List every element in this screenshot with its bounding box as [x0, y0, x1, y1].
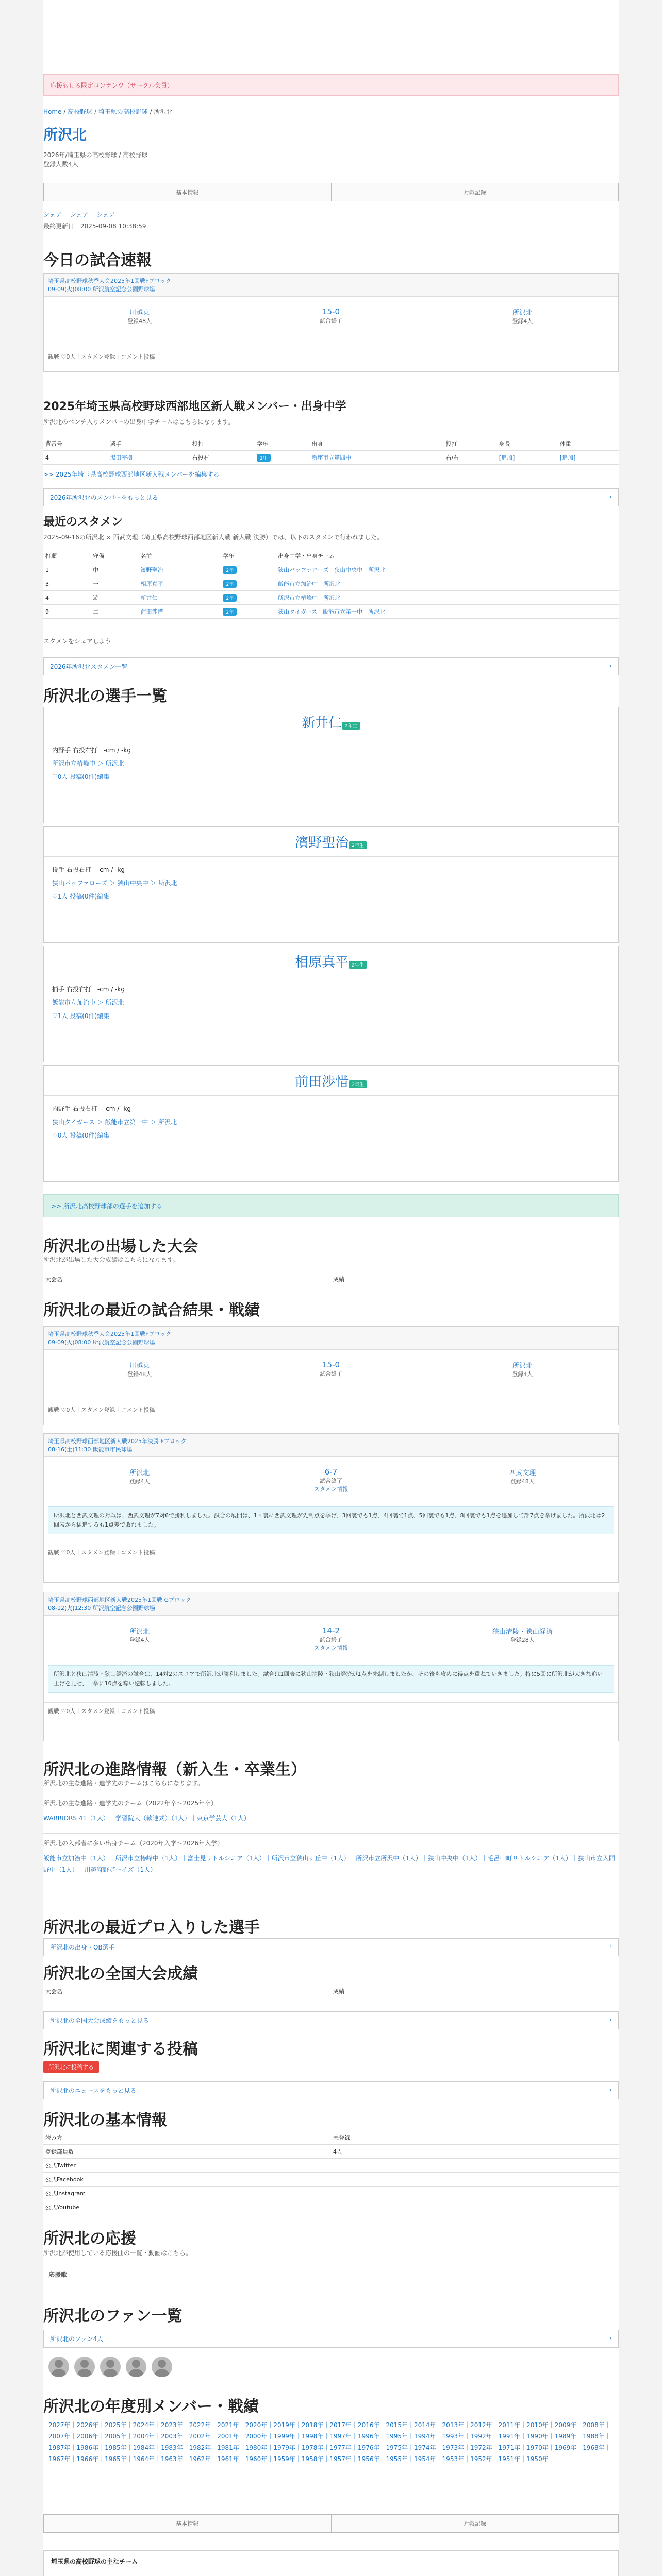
player-name[interactable]: 新井仁: [302, 716, 342, 731]
table-row: 公式Instagram: [43, 2187, 619, 2200]
main-container: [43, 0, 619, 2576]
share-facebook[interactable]: シェア: [70, 211, 89, 218]
team-link[interactable]: 所沢市立椿峰中－所沢北: [278, 595, 341, 601]
result-extra[interactable]: スタメン情報: [313, 1486, 348, 1493]
result-status: 試合終了: [319, 1370, 342, 1377]
player-team[interactable]: 所沢市立椿峰中 ＞ 所沢北: [52, 760, 124, 767]
player-link[interactable]: 濱野聖治: [140, 567, 163, 573]
breadcrumb-home[interactable]: Home: [43, 108, 62, 115]
grade-badge: 2年生: [349, 961, 367, 969]
share-line[interactable]: シェア: [96, 211, 115, 218]
fans-title: 所沢北のファン一覧: [43, 2307, 183, 2325]
tournaments-desc: 所沢北が出場した大会成績はこちらになります。: [43, 1256, 179, 1263]
result-card[interactable]: [43, 1592, 619, 1741]
team-link[interactable]: 狭山タイガース－飯能市立第一中－所沢北: [278, 608, 386, 615]
posts-title: 所沢北に関連する投稿: [43, 2040, 198, 2058]
player-link[interactable]: 湯田宰樹: [110, 454, 133, 461]
result-home[interactable]: 川越東: [129, 1362, 150, 1370]
starting-share[interactable]: スタメンをシェアしよう: [43, 638, 111, 645]
result-extra[interactable]: スタメン情報: [313, 1645, 348, 1651]
result-head[interactable]: 埼玉県高校野球秋季大会2025年1回戦Fブロック: [48, 1331, 172, 1337]
pro-title: 所沢北の最近プロ入りした選手: [43, 1919, 260, 1937]
career-value-2[interactable]: 飯能市立加治中（1人）｜所沢市立椿峰中（1人）｜富士見リトルシニア（1人）｜所沢市立狭山ヶ丘中（1人）｜所沢市立所沢中（1人）｜狭山中央中（1人）｜毛呂山町リトルシニア（1人）｜狭山市立入間野中（1人）｜川越狩野ボーイズ（1人）: [43, 1855, 615, 1873]
table-header-row: 打順 守備 名前 学年 出身中学・出身チーム: [43, 549, 619, 563]
avatar[interactable]: [100, 2357, 121, 2377]
result-foot[interactable]: 観戦 ♡0人｜スタメン登録｜コメント投稿: [44, 1544, 618, 1561]
yearly-title: 所沢北の年度別メンバー・戦績: [43, 2398, 259, 2416]
avatar[interactable]: [74, 2357, 95, 2377]
tab-basic[interactable]: 基本情報: [44, 2515, 331, 2532]
career-label-1: 所沢北の主な進路・進学先のチーム（2022年卒〜2025年卒）: [43, 1800, 218, 1807]
result-away-sub: 登録28人: [510, 1637, 535, 1643]
chevron-right-icon: ›: [609, 662, 612, 669]
team-link[interactable]: 狭山バッファローズ－狭山中央中－所沢北: [278, 567, 386, 573]
result-away[interactable]: 所沢北: [512, 1362, 533, 1370]
cheer-title: 所沢北の応援: [43, 2230, 136, 2248]
chevron-right-icon: ›: [609, 1943, 612, 1950]
share-twitter[interactable]: シェア: [43, 211, 62, 218]
career-desc: 所沢北の主な進路・進学先のチームはこちらになります。: [43, 1780, 204, 1787]
today-game-card[interactable]: [43, 273, 619, 372]
table-header-row: 背番号 選手 投打 学年 出身 投打 身長 体重: [43, 437, 619, 451]
career-title: 所沢北の進路情報（新入生・卒業生）: [43, 1761, 306, 1779]
result-date: 08-16(土)11:30 飯能市市民球場: [48, 1446, 133, 1453]
related-box: [43, 2550, 619, 2576]
result-info: 所沢北と西武文理の対戦は、西武文理が7対6で勝利しました。試合の展開は、1回裏に西武文理が先制点を挙げ、3回裏でも1点、4回裏で1点、5回裏でも1点、8回裏でも1点を追加して計7点を挙げました。所沢北は2回表から猛追するも1点差で敗れました。: [48, 1506, 614, 1534]
result-away-sub: 登録4人: [512, 1371, 533, 1378]
cheer-label: 応援歌: [48, 2271, 68, 2278]
related-link[interactable]: [44, 2572, 618, 2576]
newmem-edit-link[interactable]: >> 2025年埼玉県高校野球西部地区新人戦メンバーを編集する: [43, 471, 220, 478]
result-home[interactable]: 所沢北: [129, 1469, 150, 1477]
result-away-sub: 登録48人: [510, 1478, 535, 1485]
today-home-sub: 登録48人: [127, 318, 152, 325]
today-away-sub: 登録4人: [512, 318, 533, 325]
basic-title: 所沢北の基本情報: [43, 2111, 167, 2129]
team-members: 登録人数4人: [43, 161, 78, 168]
grade-badge: 2年生: [349, 1080, 367, 1088]
player-name[interactable]: 相原真平: [295, 955, 349, 970]
notice-banner[interactable]: 応援もしる限定コンテンツ（サークル会員）: [43, 74, 619, 96]
table-header-row: 大会名 成績: [43, 1273, 619, 1286]
today-game-foot[interactable]: 観戦 ♡0人｜スタメン登録｜コメント投稿: [44, 348, 618, 365]
chevron-right-icon: ›: [609, 2086, 612, 2093]
page-title: 所沢北: [43, 126, 87, 143]
add-height-link[interactable]: [追加]: [499, 454, 515, 461]
players-title: 所沢北の選手一覧: [43, 687, 167, 705]
breadcrumb-current: 所沢北: [154, 108, 173, 115]
player-foot[interactable]: ♡0人 投稿(0件)編集: [52, 773, 110, 781]
today-title: 今日の試合速報: [43, 251, 152, 269]
result-score: 14-2: [322, 1626, 340, 1635]
today-away[interactable]: 所沢北: [512, 309, 533, 317]
table-row: 登録部員数 4人: [43, 2145, 619, 2159]
table-header-row: 大会名 成績: [43, 1985, 619, 1998]
player-team[interactable]: 飯能市立加治中 ＞ 所沢北: [52, 999, 124, 1006]
player-name[interactable]: 濱野聖治: [295, 835, 349, 851]
result-date: 08-12(火)12:30 所沢航空記念公園野球場: [48, 1605, 155, 1612]
result-date: 09-09(火)08:00 所沢航空記念公園野球場: [48, 1339, 155, 1346]
result-home-sub: 登録4人: [129, 1637, 150, 1643]
grade-badge: 2年生: [342, 722, 360, 730]
posts-more-button[interactable]: 所沢北のニュースをもっと見る ›: [43, 2081, 619, 2099]
chevron-right-icon: ›: [609, 493, 612, 500]
table-row: 公式Facebook: [43, 2173, 619, 2187]
result-card[interactable]: [43, 1326, 619, 1425]
table-row: 9 二 前田渉惜 2年 狭山タイガース－飯能市立第一中－所沢北: [43, 605, 619, 619]
player-team[interactable]: 狭山バッファローズ ＞ 狭山中央中 ＞ 所沢北: [52, 879, 177, 887]
table-row: 公式Twitter: [43, 2159, 619, 2173]
pro-more-button[interactable]: 所沢北の出身・OB選手 ›: [43, 1938, 619, 1956]
starting-title: 最近のスタメン: [43, 516, 123, 529]
basic-table: [43, 2131, 619, 2214]
player-card[interactable]: [43, 826, 619, 943]
team-sub: 2026年/埼玉県の高校野球 / 高校野球: [43, 151, 148, 159]
player-foot[interactable]: ♡0人 投稿(0件)編集: [52, 1132, 110, 1139]
career-box: [43, 1793, 619, 1875]
school-link[interactable]: 新座市立第四中: [311, 454, 352, 461]
tab-basic[interactable]: 基本情報: [44, 183, 331, 201]
result-foot[interactable]: 観戦 ♡0人｜スタメン登録｜コメント投稿: [44, 1401, 618, 1418]
avatar[interactable]: [48, 2357, 69, 2377]
career-value-1[interactable]: WARRIORS 41（1人）｜学習院大（軟連式）（1人）｜東京学芸大（1人）: [43, 1815, 251, 1822]
player-team[interactable]: 狭山タイガース ＞ 飯能市立第一中 ＞ 所沢北: [52, 1118, 177, 1126]
player-pos: 内野手 右投右打 -cm / -kg: [52, 747, 131, 754]
newmem-desc: 所沢北のベンチ入りメンバーの出身中学チームはこちらになります。: [43, 418, 235, 426]
today-score: 15-0: [322, 307, 340, 316]
player-pos: 内野手 右投右打 -cm / -kg: [52, 1105, 131, 1112]
table-row: 4 湯田宰樹 右投右 2年 新座市立第四中 右/右 [追加] [追加]: [43, 451, 619, 465]
result-score: 6-7: [324, 1467, 338, 1477]
result-status: 試合終了: [319, 1636, 342, 1643]
grade-badge: 2年生: [349, 841, 367, 849]
results-title: 所沢北の最近の試合結果・戦績: [43, 1301, 260, 1319]
player-card[interactable]: [43, 1065, 619, 1182]
player-card[interactable]: [43, 707, 619, 823]
avatar[interactable]: [126, 2357, 146, 2377]
result-foot[interactable]: 観戦 ♡0人｜スタメン登録｜コメント投稿: [44, 1702, 618, 1719]
result-home-sub: 登録4人: [129, 1478, 150, 1485]
player-link[interactable]: 新井仁: [140, 595, 158, 601]
cheer-desc: 所沢北が使用している応援曲の一覧・動画はこちら。: [43, 2249, 192, 2257]
related-title: 埼玉県の高校野球の主なチーム: [51, 2558, 138, 2565]
result-head[interactable]: 埼玉県高校野球西部地区新人戦2025年決勝 Fブロック: [48, 1438, 187, 1445]
tournaments-title: 所沢北の出場した大会: [43, 1238, 198, 1256]
share-row: [43, 210, 115, 219]
table-row: 読み方 未登録: [43, 2131, 619, 2145]
player-pos: 投手 右投右打 -cm / -kg: [52, 866, 125, 873]
national-more-button[interactable]: 所沢北の全国大会成績をもっと見る ›: [43, 2011, 619, 2029]
newmem-table: [43, 437, 619, 465]
breadcrumb-hs[interactable]: 高校野球: [68, 108, 93, 115]
today-home[interactable]: 川越東: [129, 309, 150, 317]
table-row: 4 遊 新井仁 2年 所沢市立椿峰中－所沢北: [43, 591, 619, 605]
post-button[interactable]: 所沢北に投稿する: [43, 2061, 99, 2073]
player-link[interactable]: 前田渉惜: [140, 608, 163, 615]
starting-more-button[interactable]: 2026年所沢北スタメン一覧 ›: [43, 657, 619, 675]
add-weight-link[interactable]: [追加]: [559, 454, 576, 461]
today-status: 試合終了: [319, 317, 342, 324]
yearly-links[interactable]: 2027年｜2026年｜2025年｜2024年｜2023年｜2022年｜2021年｜2020年｜2019年｜2018年｜2017年｜2016年｜2015年｜2014年｜2013年｜2012年｜2011年｜2010年｜2009年｜2008年｜2007年｜2006年｜2005年｜2004年｜2003年｜2002年｜2001年｜2000年｜1999年｜1998年｜1997年｜1996年｜1995年｜1994年｜1993年｜1992年｜1991年｜1990年｜1989年｜1988年｜1987年｜1986年｜1985年｜1984年｜1983年｜1982年｜1981年｜1980年｜1979年｜1978年｜1977年｜1976年｜1975年｜1974年｜1973年｜1972年｜1971年｜1970年｜1969年｜1968年｜1967年｜1966年｜1965年｜1964年｜1963年｜1962年｜1961年｜1960年｜1959年｜1958年｜1957年｜1956年｜1955年｜1954年｜1953年｜1952年｜1951年｜1950年: [48, 2421, 611, 2463]
result-home-sub: 登録48人: [127, 1371, 152, 1378]
player-card[interactable]: [43, 946, 619, 1062]
result-away[interactable]: 狭山清陵・狭山経済: [492, 1628, 553, 1636]
team-link[interactable]: 飯能市立加治中－所沢北: [278, 581, 341, 587]
tournaments-table: [43, 1273, 619, 1286]
player-name[interactable]: 前田渉惜: [295, 1074, 349, 1090]
newmem-title: 2025年埼玉県高校野球西部地区新人戦メンバー・出身中学: [43, 400, 346, 413]
player-foot[interactable]: ♡1人 投稿(0件)編集: [52, 893, 110, 900]
table-row: 公式Youtube: [43, 2200, 619, 2214]
result-away[interactable]: 西武文理: [509, 1469, 536, 1477]
tab-record[interactable]: 対戦記録: [331, 183, 619, 201]
updated-at: 最終更新日 2025-09-08 10:38:59: [43, 223, 146, 230]
result-card[interactable]: [43, 1433, 619, 1583]
starting-desc: 2025-09-16の所沢北 × 西武文理（埼玉県高校野球西部地区新人戦 新人戦 決勝）では、以下のスタメンで行われました。: [43, 534, 384, 541]
player-link[interactable]: 相原真平: [140, 581, 163, 587]
fan-avatars: [48, 2357, 177, 2379]
result-status: 試合終了: [319, 1478, 342, 1484]
today-game-head[interactable]: 埼玉県高校野球秋季大会2025年1回戦Fブロック: [48, 278, 172, 284]
player-foot[interactable]: ♡1人 投稿(0件)編集: [52, 1012, 110, 1020]
newmem-more-button[interactable]: 2026年所沢北のメンバーをもっと見る ›: [43, 488, 619, 506]
tab-record[interactable]: 対戦記録: [331, 2515, 619, 2532]
avatar[interactable]: [152, 2357, 172, 2377]
breadcrumb: Home / 高校野球 / 埼玉県の高校野球 / 所沢北: [43, 108, 173, 115]
result-score: 15-0: [322, 1360, 340, 1369]
table-row: 3 一 相原真平 2年 飯能市立加治中－所沢北: [43, 577, 619, 591]
player-pos: 捕手 右投右打 -cm / -kg: [52, 986, 125, 993]
today-game-date: 09-09(火)08:00 所沢航空記念公園野球場: [48, 286, 155, 293]
national-table: [43, 1985, 619, 1998]
fans-more-button[interactable]: 所沢北のファン4人 ›: [43, 2330, 619, 2348]
result-head[interactable]: 埼玉県高校野球西部地区新人戦2025年1回戦 Gブロック: [48, 1597, 191, 1603]
tab-bar-bottom: [43, 2514, 619, 2533]
breadcrumb-pref[interactable]: 埼玉県の高校野球: [98, 108, 148, 115]
career-label-2: 所沢北の入部者に多い出身チーム（2020年入学〜2026年入学）: [43, 1833, 619, 1848]
chevron-right-icon: ›: [609, 2016, 612, 2023]
add-player-link[interactable]: >> 所沢北高校野球部の選手を追加する: [43, 1194, 619, 1217]
table-row: 1 中 濱野聖治 2年 狭山バッファローズ－狭山中央中－所沢北: [43, 563, 619, 577]
national-title: 所沢北の全国大会成績: [43, 1965, 198, 1983]
starting-table: [43, 549, 619, 619]
tab-bar: [43, 183, 619, 201]
result-info: 所沢北と狭山清陵・狭山経済の試合は、14対2のスコアで所沢北が勝利しました。試合は1回表に狭山清陵・狭山経済が1点を先制しましたが、その後も攻めに得点を重ねていきました。特に5回に所沢北が大きな追い上げを見せ、一挙に10点を奪い逆転しました。: [48, 1665, 614, 1693]
chevron-right-icon: ›: [609, 2334, 612, 2342]
result-home[interactable]: 所沢北: [129, 1628, 150, 1636]
